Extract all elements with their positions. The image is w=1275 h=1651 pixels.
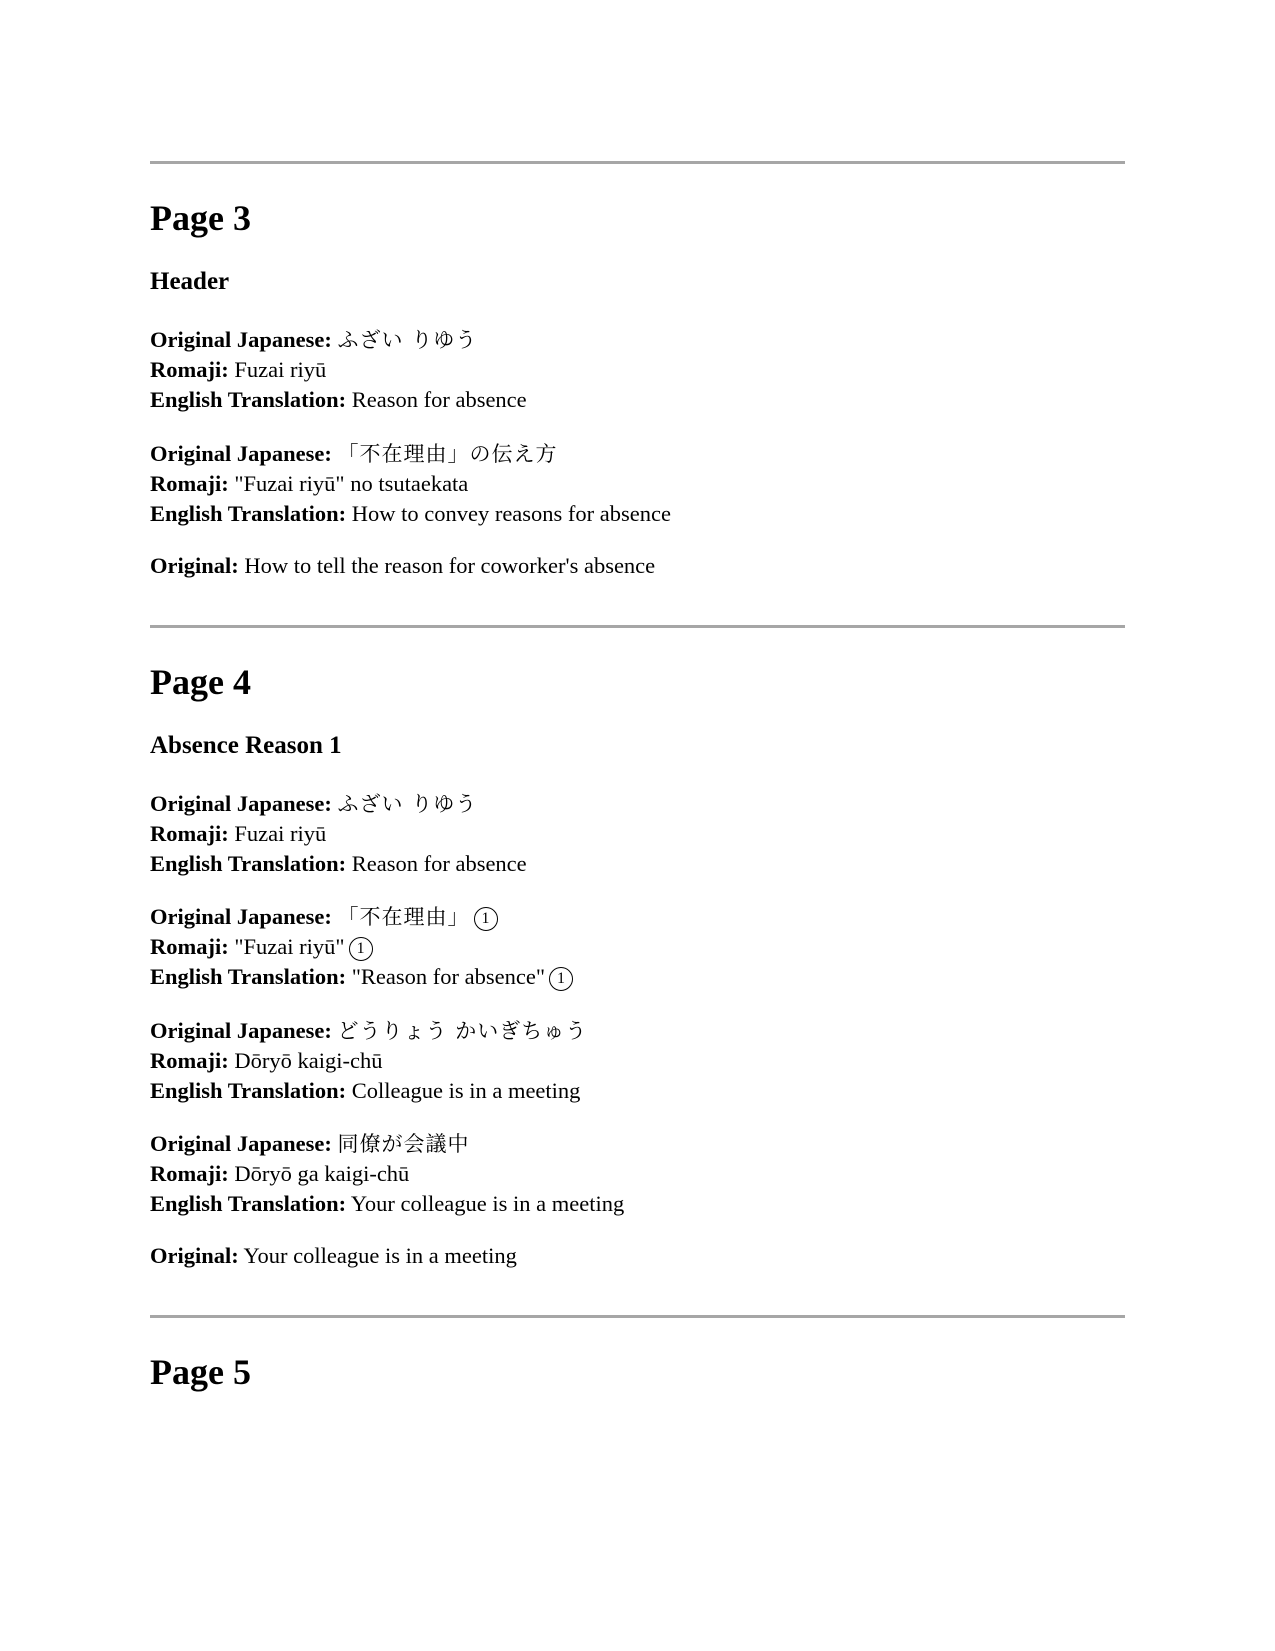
english-text: How to convey reasons for absence xyxy=(351,501,671,526)
original-japanese-line xyxy=(150,439,1125,469)
romaji-line xyxy=(150,355,1125,385)
original-label: Original: xyxy=(150,553,239,578)
romaji-line xyxy=(150,819,1125,849)
english-translation-line xyxy=(150,1189,1125,1219)
romaji-label: Romaji: xyxy=(150,357,229,382)
translation-entry xyxy=(150,902,1125,992)
romaji-line xyxy=(150,469,1125,499)
romaji-text: "Fuzai riyū" xyxy=(234,934,345,959)
romaji-text: "Fuzai riyū" no tsutaekata xyxy=(234,471,469,496)
translation-entry xyxy=(150,789,1125,879)
english-translation-line xyxy=(150,499,1125,529)
english-translation-label: English Translation: xyxy=(150,387,347,412)
romaji-line xyxy=(150,1046,1125,1076)
original-japanese-line xyxy=(150,1129,1125,1159)
original-japanese-line xyxy=(150,789,1125,819)
translation-entry xyxy=(150,439,1125,529)
page-divider xyxy=(150,625,1125,628)
original-japanese-label: Original Japanese: xyxy=(150,1018,332,1043)
original-entry xyxy=(150,551,1125,581)
romaji-line xyxy=(150,932,1125,962)
japanese-text: 「不在理由」 xyxy=(337,905,470,929)
circled-number-marker: 1 xyxy=(349,937,373,961)
romaji-text: Dōryō ga kaigi-chū xyxy=(234,1161,410,1186)
english-translation-label: English Translation: xyxy=(150,1078,347,1103)
romaji-label: Romaji: xyxy=(150,1161,229,1186)
romaji-text: Dōryō kaigi-chū xyxy=(234,1048,383,1073)
original-japanese-label: Original Japanese: xyxy=(150,791,332,816)
page-title: Page 4 xyxy=(150,662,251,702)
japanese-text: ふざい りゆう xyxy=(337,792,478,816)
english-translation-line xyxy=(150,962,1125,992)
original-japanese-label: Original Japanese: xyxy=(150,327,332,352)
english-text: Reason for absence xyxy=(351,387,527,412)
page-divider xyxy=(150,1315,1125,1318)
romaji-label: Romaji: xyxy=(150,1048,229,1073)
page-title: Page 5 xyxy=(150,1352,251,1392)
romaji-label: Romaji: xyxy=(150,934,229,959)
romaji-text: Fuzai riyū xyxy=(234,357,327,382)
original-japanese-line xyxy=(150,1016,1125,1046)
english-translation-label: English Translation: xyxy=(150,964,347,989)
romaji-label: Romaji: xyxy=(150,821,229,846)
original-line xyxy=(150,1241,1125,1271)
english-translation-line xyxy=(150,849,1125,879)
english-text: Your colleague is in a meeting xyxy=(350,1191,625,1216)
english-translation-label: English Translation: xyxy=(150,501,347,526)
japanese-text: 同僚が会議中 xyxy=(337,1132,470,1156)
romaji-label: Romaji: xyxy=(150,471,229,496)
original-text: Your colleague is in a meeting xyxy=(243,1243,517,1268)
romaji-text: Fuzai riyū xyxy=(234,821,327,846)
english-translation-line xyxy=(150,385,1125,415)
english-text: Colleague is in a meeting xyxy=(351,1078,581,1103)
translation-entry xyxy=(150,1129,1125,1219)
japanese-text: どうりょう かいぎちゅう xyxy=(337,1019,588,1043)
english-translation-line xyxy=(150,1076,1125,1106)
page-divider xyxy=(150,161,1125,164)
circled-number-marker: 1 xyxy=(549,967,573,991)
original-japanese-line xyxy=(150,325,1125,355)
original-japanese-line xyxy=(150,902,1125,932)
english-translation-label: English Translation: xyxy=(150,851,347,876)
original-japanese-label: Original Japanese: xyxy=(150,1131,332,1156)
original-label: Original: xyxy=(150,1243,239,1268)
japanese-text: 「不在理由」の伝え方 xyxy=(337,442,558,466)
romaji-line xyxy=(150,1159,1125,1189)
circled-number-marker: 1 xyxy=(474,907,498,931)
translation-entry xyxy=(150,1016,1125,1106)
section-title: Absence Reason 1 xyxy=(150,732,342,759)
original-line xyxy=(150,551,1125,581)
english-text: Reason for absence xyxy=(351,851,527,876)
english-text: "Reason for absence" xyxy=(351,964,546,989)
original-japanese-label: Original Japanese: xyxy=(150,441,332,466)
original-japanese-label: Original Japanese: xyxy=(150,904,332,929)
japanese-text: ふざい りゆう xyxy=(337,328,478,352)
section-title: Header xyxy=(150,268,230,295)
english-translation-label: English Translation: xyxy=(150,1191,347,1216)
original-entry xyxy=(150,1241,1125,1271)
translation-entry xyxy=(150,325,1125,415)
page-title: Page 3 xyxy=(150,198,251,238)
original-text: How to tell the reason for coworker's absence xyxy=(244,553,656,578)
